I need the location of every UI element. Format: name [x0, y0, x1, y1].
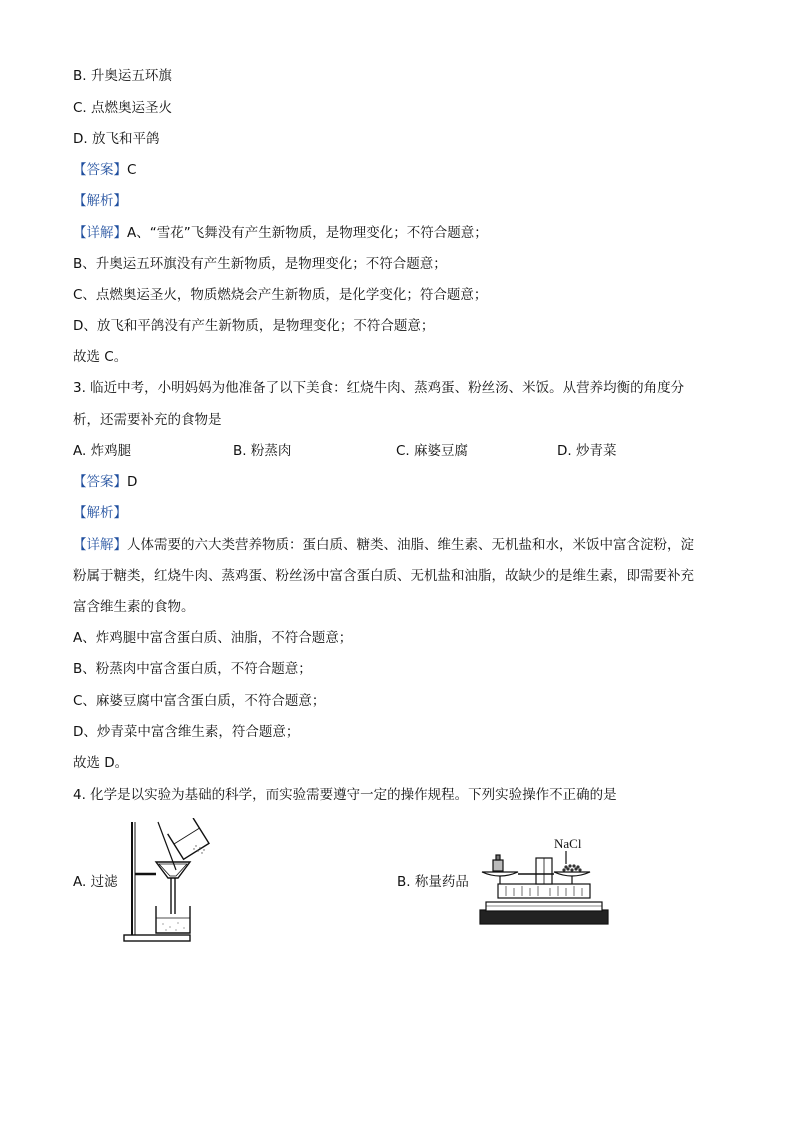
detail-row-c: C、点燃奥运圣火，物质燃烧会产生新物质，是化学变化；符合题意；	[73, 287, 488, 303]
q3-detail-line1	[73, 535, 694, 555]
q3-detail-line2: 粉属于糖类，红烧牛肉、蒸鸡蛋、粉丝汤中富含蛋白质、无机盐和油脂，故缺少的是维生素，即需要补充	[73, 568, 694, 584]
answer-tag: 【答案】	[73, 474, 127, 490]
q3-option-d: D. 炒青菜	[557, 443, 617, 459]
analysis-tag: 【解析】	[73, 193, 127, 209]
q3-answer-row	[73, 472, 137, 492]
q3-analysis-heading	[73, 503, 127, 523]
detail-row-a	[73, 223, 488, 243]
q3-conclusion: 故选 D。	[73, 755, 129, 771]
q4-option-b: B. 称量药品	[397, 874, 469, 890]
conclusion: 故选 C。	[73, 349, 128, 365]
option-b: B. 升奥运五环旗	[73, 68, 172, 84]
nacl-label: NaCl	[554, 836, 582, 851]
question-4-stem: 4. 化学是以实验为基础的科学，而实验需要遵守一定的操作规程。下列实验操作不正确的是	[73, 787, 617, 803]
q3-option-b: B. 粉蒸肉	[233, 443, 292, 459]
option-c: C. 点燃奥运圣火	[73, 100, 173, 116]
q3-detail-d: D、炒青菜中富含维生素，符合题意；	[73, 724, 300, 740]
answer-value: D	[127, 474, 138, 490]
option-d: D. 放飞和平鸽	[73, 131, 160, 147]
detail-text: 人体需要的六大类营养物质：蛋白质、糖类、油脂、维生素、无机盐和水，米饭中富含淀粉，淀	[127, 537, 694, 553]
q3-detail-line3: 富含维生素的食物。	[73, 599, 195, 615]
detail-row-b: B、升奥运五环旗没有产生新物质，是物理变化；不符合题意；	[73, 256, 447, 272]
filtration-apparatus-figure	[118, 818, 218, 946]
answer-row	[73, 160, 136, 180]
q4-option-a: A. 过滤	[73, 874, 118, 890]
question-3-stem-line2: 析，还需要补充的食物是	[73, 412, 222, 428]
q3-detail-c: C、麻婆豆腐中富含蛋白质，不符合题意；	[73, 693, 326, 709]
q3-option-a: A. 炸鸡腿	[73, 443, 132, 459]
question-3-stem-line1: 3. 临近中考，小明妈妈为他准备了以下美食：红烧牛肉、蒸鸡蛋、粉丝汤、米饭。从营养均衡的角度分	[73, 380, 685, 396]
detail-row-d: D、放飞和平鸽没有产生新物质，是物理变化；不符合题意；	[73, 318, 435, 334]
analysis-tag: 【解析】	[73, 505, 127, 521]
detail-tag: 【详解】	[73, 537, 127, 553]
q3-detail-a: A、炸鸡腿中富含蛋白质、油脂，不符合题意；	[73, 630, 353, 646]
analysis-heading	[73, 191, 127, 211]
answer-value: C	[127, 162, 137, 178]
q3-detail-b: B、粉蒸肉中富含蛋白质，不符合题意；	[73, 661, 312, 677]
balance-scale-figure	[476, 834, 612, 930]
answer-tag: 【答案】	[73, 162, 127, 178]
detail-tag: 【详解】	[73, 225, 127, 241]
detail-text: A、“雪花”飞舞没有产生新物质，是物理变化；不符合题意；	[127, 225, 488, 241]
q3-option-c: C. 麻婆豆腐	[396, 443, 469, 459]
